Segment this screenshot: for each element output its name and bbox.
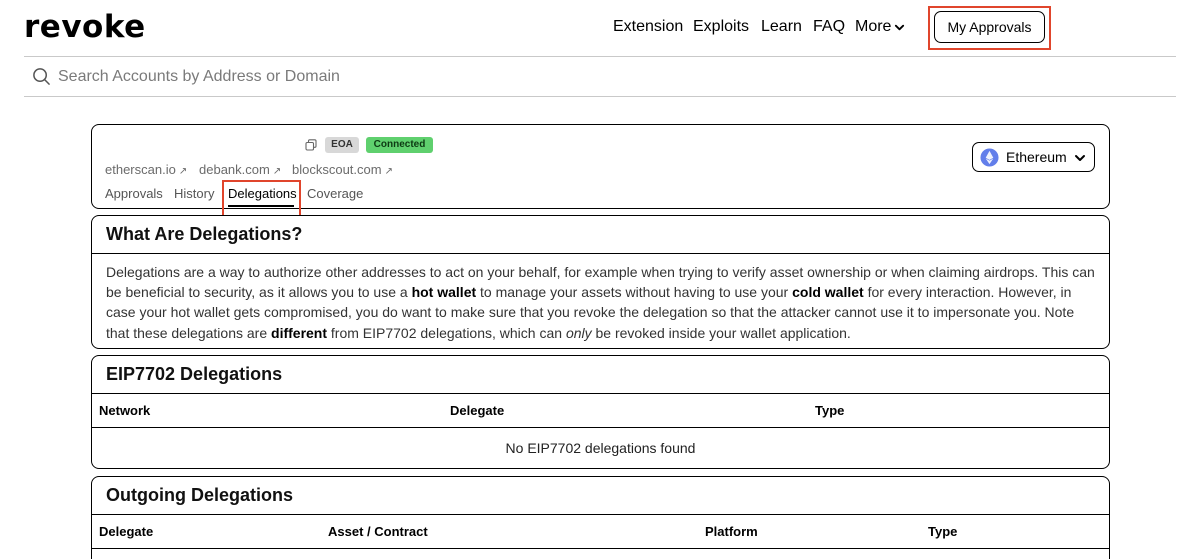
external-link-icon: ↗ xyxy=(272,166,282,177)
eip7702-delegations-card xyxy=(91,355,1110,469)
desc-text: to manage your assets without having to use your xyxy=(476,284,793,301)
eip7702-empty-message: No EIP7702 delegations found xyxy=(505,440,696,456)
chevron-down-icon xyxy=(1074,152,1086,164)
debank-link[interactable] xyxy=(199,162,281,180)
tab-delegations[interactable]: Delegations xyxy=(228,186,297,201)
column-asset-contract: Asset / Contract xyxy=(328,524,428,539)
desc-bold: cold wallet xyxy=(792,284,864,301)
tab-coverage[interactable]: Coverage xyxy=(307,186,364,201)
column-type: Type xyxy=(928,524,958,539)
delegations-description xyxy=(92,254,1109,351)
nav-more-label: More xyxy=(855,18,892,35)
column-delegate: Delegate xyxy=(450,403,505,418)
external-link-icon: ↗ xyxy=(384,166,393,177)
revoke-logo[interactable]: revoke xyxy=(24,9,146,45)
desc-italic: only xyxy=(565,324,592,341)
column-platform: Platform xyxy=(705,524,758,539)
etherscan-link-label: etherscan.io xyxy=(105,162,176,177)
ethereum-icon xyxy=(980,148,999,167)
chevron-down-icon xyxy=(894,22,905,33)
blockscout-link-label: blockscout.com xyxy=(292,162,382,177)
column-delegate: Delegate xyxy=(99,524,154,539)
desc-bold: hot wallet xyxy=(411,284,477,301)
outgoing-title: Outgoing Delegations xyxy=(92,477,1109,515)
search-divider xyxy=(24,96,1176,97)
what-are-delegations-title: What Are Delegations? xyxy=(92,216,1109,254)
outgoing-delegations-card xyxy=(91,476,1110,559)
what-are-delegations-card xyxy=(91,215,1110,349)
desc-text: be revoked inside your wallet application. xyxy=(591,324,851,341)
desc-text: from EIP7702 delegations, which can xyxy=(327,324,566,341)
debank-link-label: debank.com xyxy=(199,162,270,177)
top-header xyxy=(0,0,1200,56)
chain-selector[interactable] xyxy=(972,142,1095,172)
desc-text: Delegations are a way to authorize other addresses to act on your behalf, for example when trying to verify asset ownership or when claiming airdrops. This can be beneficial to security, as it allows you to use a xyxy=(106,264,1095,301)
chain-label: Ethereum xyxy=(1006,149,1067,165)
tab-history[interactable]: History xyxy=(174,186,215,201)
nav-learn[interactable]: Learn xyxy=(761,18,802,35)
eip7702-table-header xyxy=(92,394,1109,428)
column-type: Type xyxy=(815,403,845,418)
nav-more[interactable] xyxy=(855,17,905,37)
search-input[interactable] xyxy=(58,63,1158,90)
my-approvals-button[interactable]: My Approvals xyxy=(934,11,1045,43)
search-bar xyxy=(24,57,1176,96)
connected-badge: Connected xyxy=(366,137,433,153)
eip7702-title: EIP7702 Delegations xyxy=(92,356,1109,394)
nav-exploits[interactable]: Exploits xyxy=(693,18,750,35)
active-tab-underline xyxy=(228,205,294,207)
outgoing-table-header xyxy=(92,515,1109,549)
copy-icon[interactable] xyxy=(305,139,317,151)
external-link-icon: ↗ xyxy=(178,166,188,177)
desc-bold: different xyxy=(271,324,328,341)
nav-faq[interactable]: FAQ xyxy=(813,18,846,35)
desc-text: for every interaction. However, in case your hot wallet gets compromised, you do want to make sure that you revoke the delegation so that the attacker cannot use it to impersonate you. Note that these delegations are xyxy=(106,284,1075,341)
etherscan-link[interactable] xyxy=(105,162,187,180)
eoa-badge: EOA xyxy=(325,137,359,153)
nav-extension[interactable]: Extension xyxy=(613,18,684,35)
tab-approvals[interactable]: Approvals xyxy=(105,186,163,201)
column-network: Network xyxy=(99,403,151,418)
blockscout-link[interactable] xyxy=(292,162,393,180)
search-icon xyxy=(32,67,51,86)
